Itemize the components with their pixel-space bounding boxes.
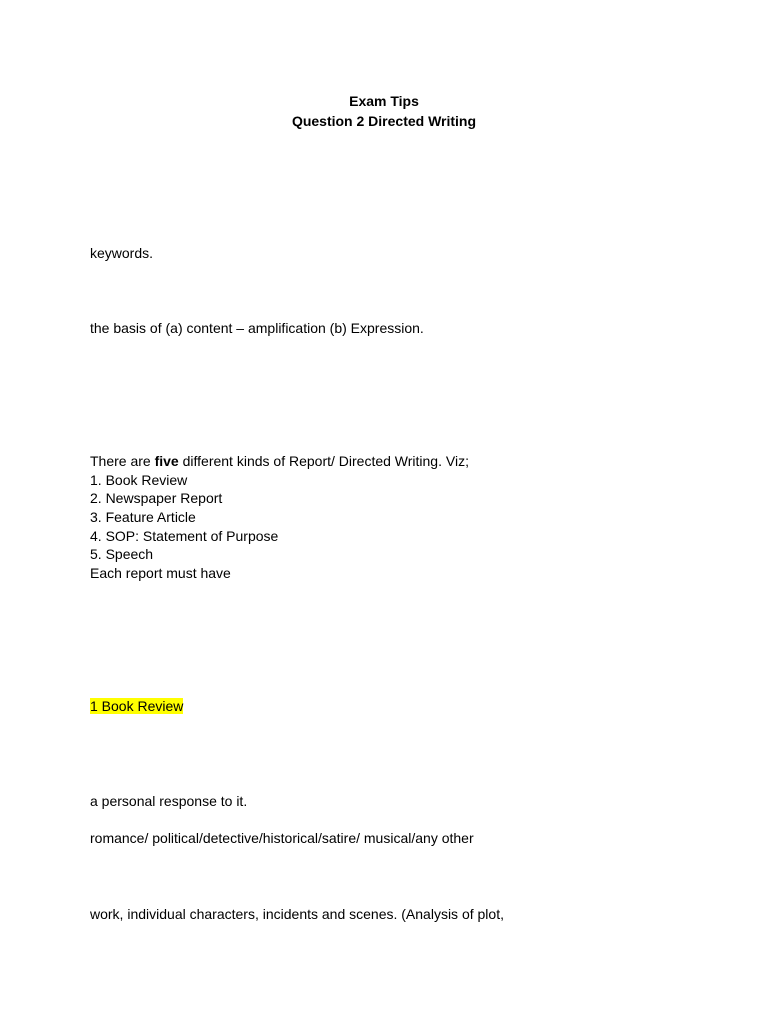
report-kinds-list xyxy=(90,452,469,583)
list-item: 4. SOP: Statement of Purpose xyxy=(90,527,279,544)
book-review-heading xyxy=(90,697,183,715)
list-item: 1. Book Review xyxy=(90,471,188,488)
book-review-line-2: romance/ political/detective/historical/satire/ musical/any other xyxy=(90,830,474,846)
list-item: 3. Feature Article xyxy=(90,509,196,526)
report-kinds-intro xyxy=(90,452,469,471)
keywords-line: keywords. xyxy=(90,245,154,261)
intro-text-after: different kinds of Report/ Directed Writing. Viz; xyxy=(178,453,469,469)
list-item: 2. Newspaper Report xyxy=(90,490,223,507)
document-title: Exam Tips xyxy=(349,93,419,109)
basis-line: the basis of (a) content – amplification (b) Expression. xyxy=(90,320,424,336)
intro-text-before: There are xyxy=(90,453,155,469)
intro-emphasis: five xyxy=(154,453,179,469)
book-review-line-1: a personal response to it. xyxy=(90,793,248,809)
highlighted-heading: 1 Book Review xyxy=(90,698,184,714)
list-item: 5. Speech xyxy=(90,546,154,563)
report-closing-line: Each report must have xyxy=(90,565,231,582)
book-review-line-3: work, individual characters, incidents and scenes. (Analysis of plot, xyxy=(90,906,504,922)
document-subtitle: Question 2 Directed Writing xyxy=(291,113,477,129)
